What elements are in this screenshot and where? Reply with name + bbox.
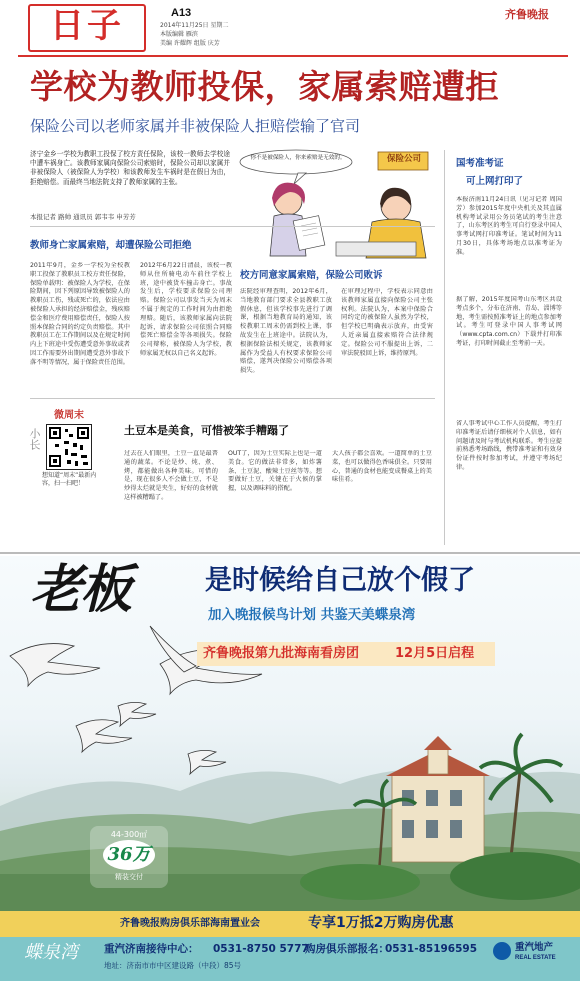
side-body-1: 本报济南11月24日讯（见习记者 周国芳）参加2015年度中央机关及其直属机构考试录用公务员笔试的考生注意了，山东考区的考生可自行登录中国人事考试网打印准考证。笔试时间为11月30日，具体考场地点以准考证为准。 — [456, 196, 562, 256]
ad-headline: 是时候给自己放个假了 — [205, 565, 475, 596]
second-body-col1: 过去在人们眼里，土豆一直是最普通的蔬菜。不论是炒、炖、煮、烤，都能做出各种美味。可惜的是，现在很多人不会做土豆，不是炒得太烂就是夹生，好好的食材就这样被糟蹋了。 — [124, 450, 218, 501]
masthead — [0, 0, 580, 58]
side-title-line2: 可上网打印了 — [466, 176, 524, 187]
second-body-col2: OUT了，因为土豆实际上也是一道美食。它的做法非常多，如炸薯条、土豆泥、酸辣土豆丝等等。想要做好土豆，关键在于火候的掌握，以及调味料的搭配。 — [228, 450, 322, 493]
lead-byline: 本报记者 路帅 通讯员 郭韦韦 申芳芳 — [30, 213, 136, 221]
designer-line: 美编 许耀辉 组版 庆芳 — [160, 40, 220, 47]
price-value: 36万 — [107, 844, 151, 865]
hotline-label: 重汽济南接待中心： — [104, 943, 199, 955]
club-label: 购房俱乐部报名： — [305, 943, 389, 955]
lead-body-col4: 在审理过程中，学校表示同意由该教师家属直接向保险公司主张权利。法院认为，本案中保险合同约定的被保险人虽然为学校，但学校已明确表示放弃，由受害人近亲属直接索赔符合法律规定。保险公司不服提出上诉，二审法院驳回上诉，维持原判。 — [341, 288, 433, 357]
promo-tag: 微周末 — [54, 410, 84, 421]
cartoon-speech: 你不是被保险人，你来索赔是无效的。 — [250, 155, 346, 161]
column-divider — [444, 150, 445, 545]
ad-brand-script: 老板 — [30, 559, 131, 620]
section-logo — [28, 4, 146, 52]
divider — [30, 226, 435, 227]
issue-date: 2014年11月25日 星期二 — [160, 22, 229, 29]
lead-body-col1: 2011年9月，金乡一学校为全校教职工投保了教职员工校方责任保险，保险单载明：被保险人为学校，在保险期间，因下列原因导致被保险人的教职员工伤，残或死亡的，依法应由被保险人承担的经济赔偿金，残疾赔偿金和医疗费用赔偿责任，保险人按照本保险合同的约定负责赔偿。其中教职员工在工作期间以及在规定时间内上下班途中受伤遭受意外事故或者因工作需要外出期间遭受意外事故下落不明等情况，属于保险责任范围。 — [30, 262, 130, 366]
lead-intro: 济宁金乡一学校为教职工投保了校方责任保险，该校一教师去学校途中遭车祸身亡。该教师家属向保险公司索赔时，保险公司却以家属并非被保险人（被保险人为学校）和该教师发生车祸时是在假日为由，拒绝赔偿。而最终当地法院支持了教师家属的主张。 — [30, 150, 230, 186]
divider — [30, 398, 435, 399]
ad-subhead: 加入晚报候鸟计划 共鉴天美蝶泉湾 — [208, 607, 416, 623]
company-logo-icon — [493, 942, 511, 960]
club-number: 0531-85196595 — [385, 943, 478, 955]
lead-body-col3: 法院经审理查明，2012年6月，当地教育部门要求全县教职工放假休息，但该学校事先进行了调课，根据当地教育局的通知，该校教职工周末仍需到校上课，事故发生在上班途中。法院认为，根据保险法相关规定，该教师家属作为受益人有权要求保险公司赔偿，遂判决保险公司赔偿各项损失。 — [240, 288, 332, 375]
cartoon-sign: 保险公司 — [386, 154, 421, 164]
offer-main: 专享1万抵2万购房优惠 — [308, 915, 454, 931]
lead-subhead: 保险公司以老师家属并非被保险人拒赔偿输了官司 — [30, 117, 361, 135]
qr-code — [46, 424, 92, 470]
promo-text: 想知道“周末”最新内容，扫一扫吧！ — [42, 472, 97, 487]
section-title-ruling: 校方同意家属索赔，保险公司败诉 — [240, 270, 383, 281]
ad-tour-text: 齐鲁晚报第九批海南看房团 — [203, 646, 360, 661]
company-logo-en: REAL ESTATE — [515, 955, 556, 961]
page-number: A13 — [171, 7, 192, 19]
ad-separator — [0, 552, 580, 554]
lead-headline: 学校为教师投保，家属索赔遭拒 — [30, 67, 499, 106]
section-title-refusal: 教师身亡家属索赔，却遭保险公司拒绝 — [30, 240, 192, 251]
price-badge — [90, 826, 168, 888]
ad-address: 地址：济南市市中区建设路（中段）85号 — [104, 961, 242, 970]
promo-side-text: 小长 — [28, 428, 41, 450]
offer-band — [0, 911, 580, 937]
promo-box — [28, 410, 108, 502]
offer-prefix: 齐鲁晚报购房俱乐部海南置业会 — [120, 918, 260, 929]
hotline-number: 0531-8750 5777 — [213, 943, 309, 955]
side-body-3: 省人事考试中心工作人员提醒，考生打印准考证后请仔细核对个人信息，如有问题请及时与考试机构联系。考生应提前熟悉考场路线，携带准考证和有效身份证件按时参加考试，并遵守考场纪律。 — [456, 420, 562, 471]
paper-logo: 齐鲁晚报 — [505, 8, 549, 21]
side-body-2: 据了解，2015年度国考山东考区共设考点多个，分布在济南、青岛、淄博等地，考生需按照准考证上的地点参加考试。考生可登录中国人事考试网（www.cpta.com.cn）下载并打印准考证，打印时间截止至考前一天。 — [456, 296, 562, 347]
ad-tour-date: 12月5日启程 — [395, 646, 475, 661]
company-logo-text: 重汽地产 — [515, 942, 554, 953]
real-estate-ad — [0, 556, 580, 981]
second-body-col3: 大人孩子都会喜欢。一道简单的土豆菜，也可以做得色香味俱全。只要用心，普通的食材也能变成餐桌上的美味佳肴。 — [332, 450, 432, 484]
price-range: 44-300㎡ — [110, 830, 148, 839]
ad-logo-left: 蝶泉湾 — [24, 942, 78, 963]
side-title-line1: 国考准考证 — [456, 158, 504, 169]
masthead-rule — [18, 55, 568, 57]
editor-line: 本版编辑 雁滨 — [160, 31, 198, 38]
price-note: 精装交付 — [115, 873, 143, 881]
second-headline: 土豆本是美食，可惜被笨手糟蹋了 — [124, 424, 289, 437]
lead-body-col2: 2012年6月22日清晨，该校一教师从住所骑电动车前往学校上班，途中被货车撞击身亡。事故发生后，学校要求保险公司理赔。保险公司以事发当天为周末不属于规定的工作时间为由拒绝理赔。随后，该教师家属向法院起诉，请求保险公司依照合同赔偿死亡赔偿金等各项损失。保险公司辩称，被保险人为学校，教师家属无权以自己名义起诉。 — [140, 262, 232, 357]
section-logo-text: 日子 — [50, 6, 124, 46]
